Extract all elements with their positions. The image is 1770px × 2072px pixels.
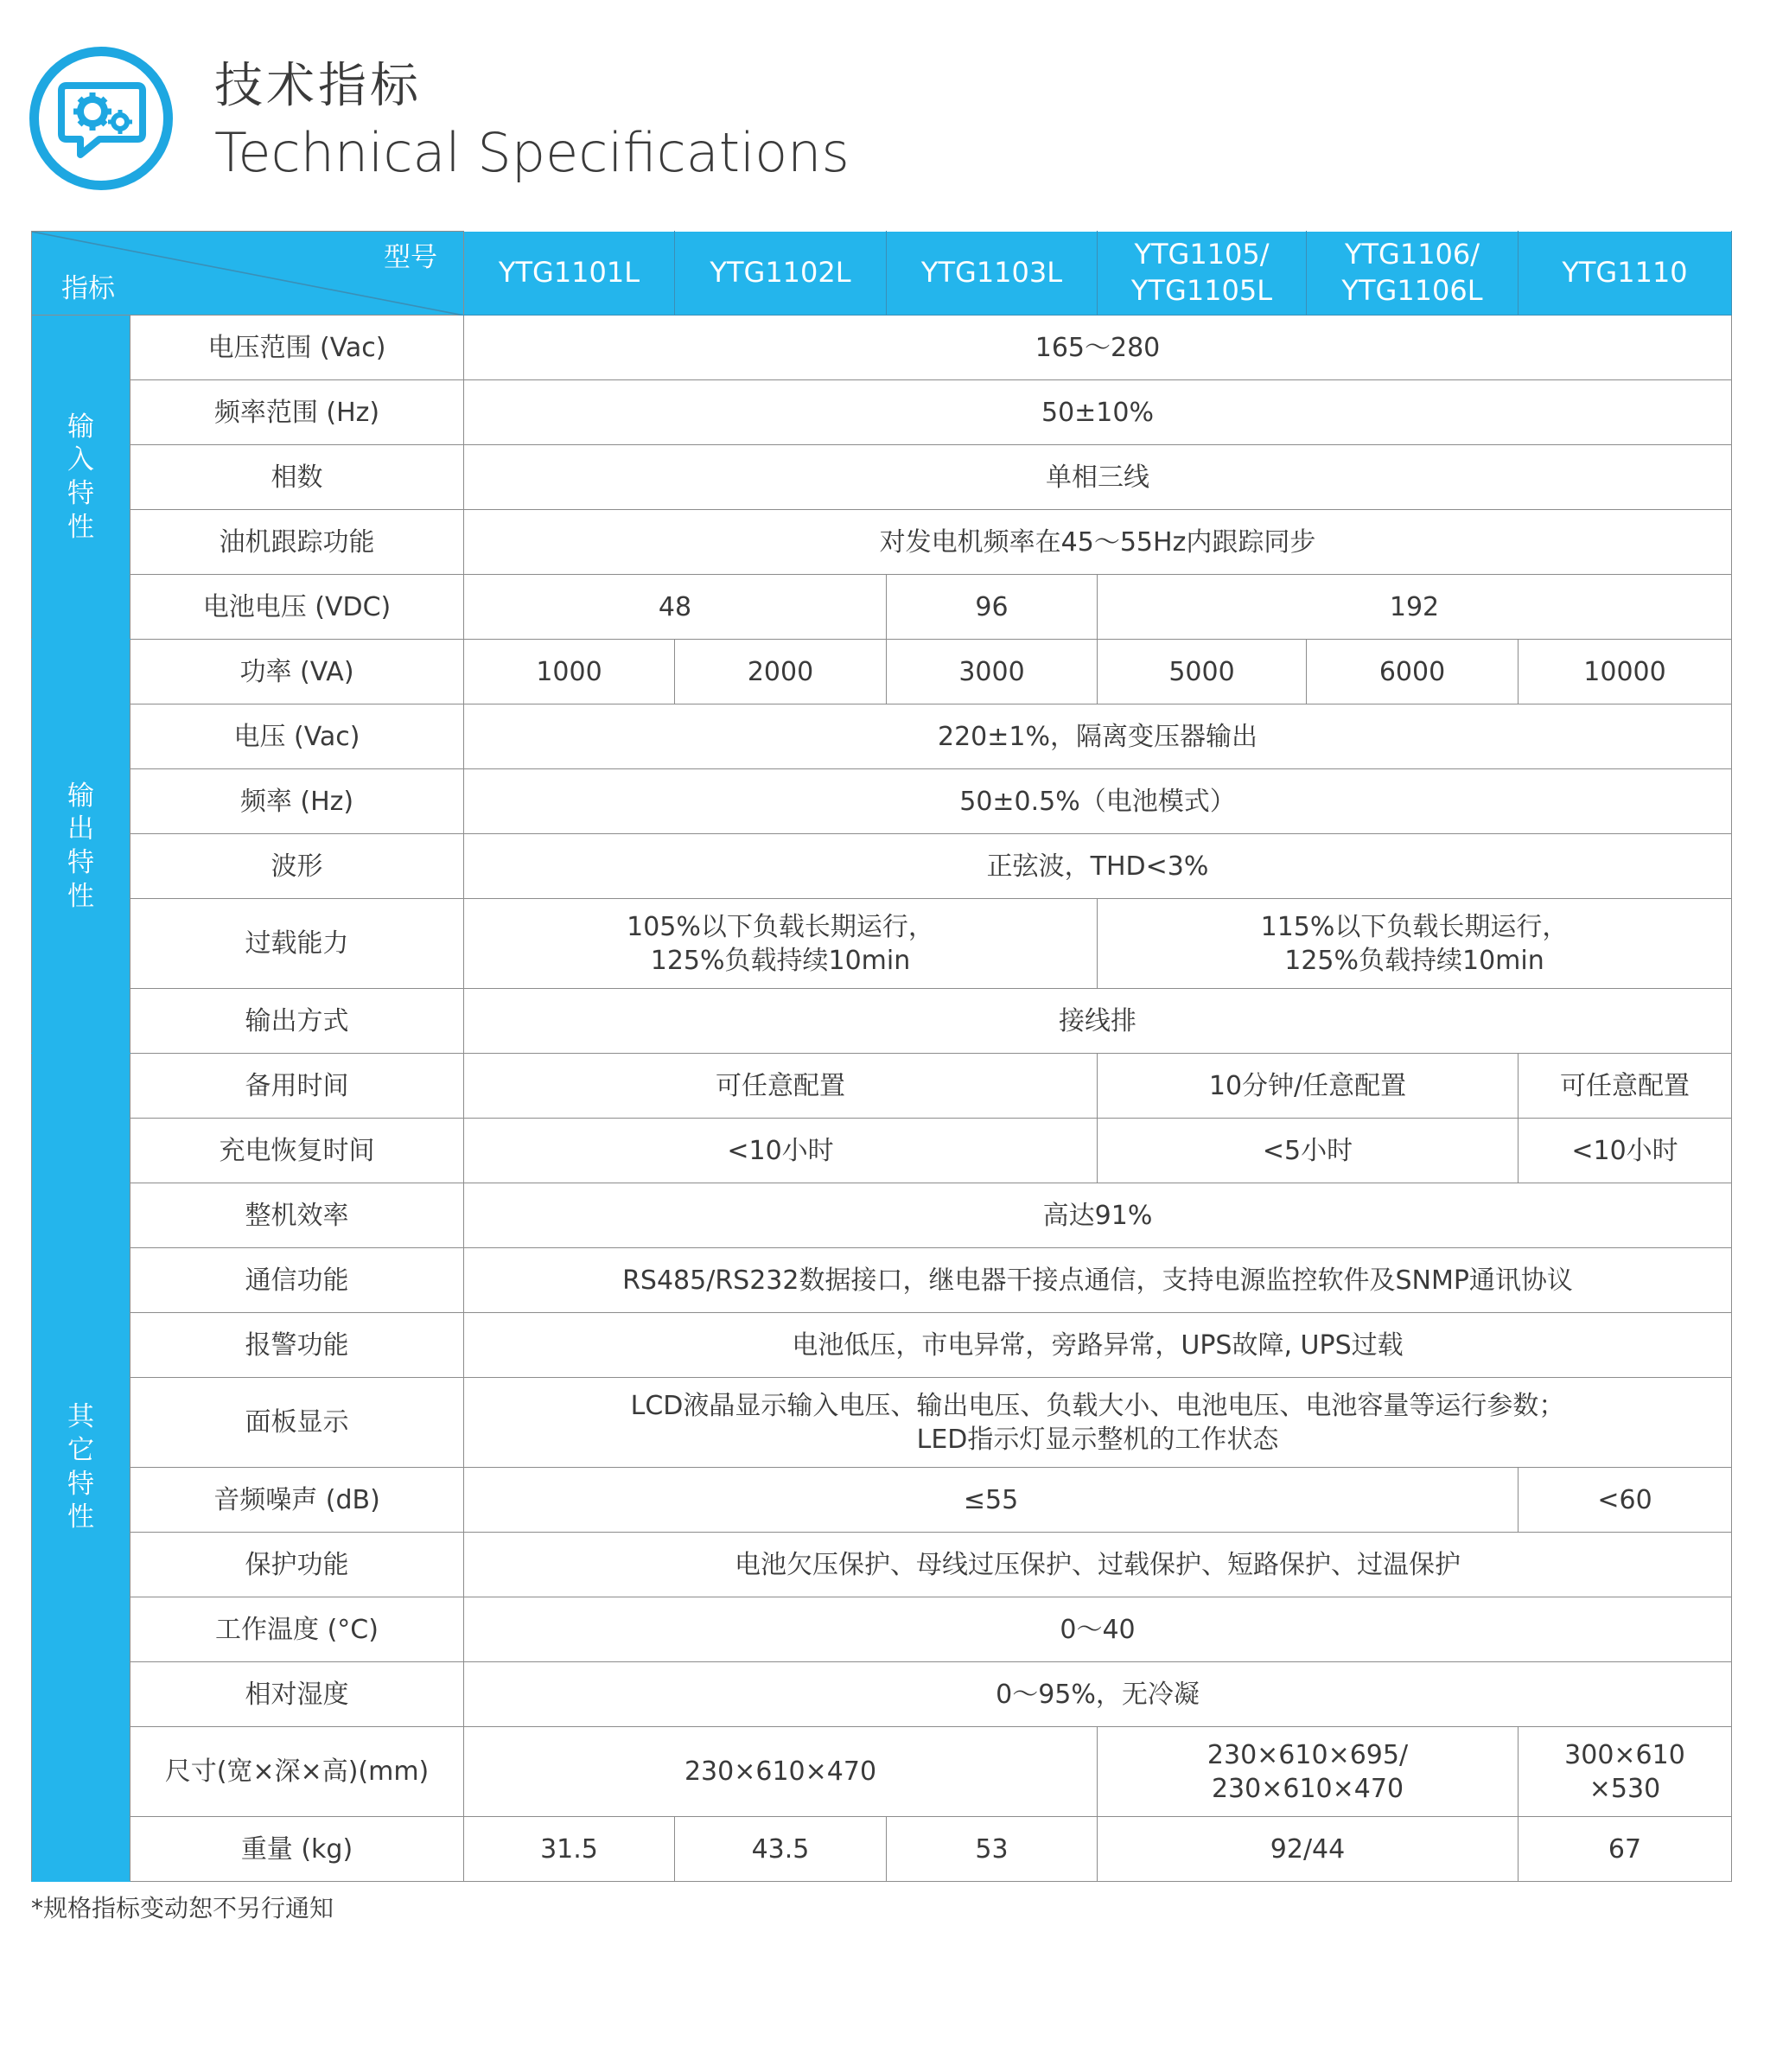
model-header: YTG1101L: [464, 232, 675, 316]
row-value: <5小时: [1098, 1119, 1519, 1183]
table-row: [32, 704, 1732, 769]
table-row: [32, 575, 1732, 640]
row-value: 10分钟/任意配置: [1098, 1054, 1519, 1119]
table-row: [32, 834, 1732, 899]
table-header-row: [32, 232, 1732, 316]
row-value: RS485/RS232数据接口，继电器干接点通信，支持电源监控软件及SNMP通讯协议: [464, 1248, 1732, 1313]
table-row: [32, 1054, 1732, 1119]
row-label: 频率范围 (Hz): [131, 380, 464, 445]
row-label: 工作温度 (°C): [131, 1597, 464, 1662]
row-label: 保护功能: [131, 1533, 464, 1597]
row-value: 92/44: [1098, 1817, 1519, 1882]
row-label: 电压范围 (Vac): [131, 316, 464, 380]
row-label: 音频噪声 (dB): [131, 1468, 464, 1533]
table-row: [32, 510, 1732, 575]
row-value: 192: [1098, 575, 1732, 640]
model-header: YTG1110: [1519, 232, 1732, 316]
corner-spec-label: 指标: [61, 272, 115, 304]
row-value: 67: [1519, 1817, 1732, 1882]
row-label: 报警功能: [131, 1313, 464, 1378]
row-value: 300×610 ×530: [1519, 1727, 1732, 1817]
table-row: [32, 316, 1732, 380]
table-row: [32, 1183, 1732, 1248]
table-row: [32, 899, 1732, 989]
corner-cell: [32, 232, 464, 316]
row-label: 尺寸(宽×深×高)(mm): [131, 1727, 464, 1817]
table-row: [32, 1248, 1732, 1313]
table-row: [32, 1119, 1732, 1183]
row-value: 43.5: [675, 1817, 887, 1882]
row-label: 整机效率: [131, 1183, 464, 1248]
row-value: 正弦波，THD<3%: [464, 834, 1732, 899]
row-label: 充电恢复时间: [131, 1119, 464, 1183]
row-value: 53: [887, 1817, 1098, 1882]
row-value: 230×610×470: [464, 1727, 1098, 1817]
row-value: <60: [1519, 1468, 1732, 1533]
row-label: 电压 (Vac): [131, 704, 464, 769]
spec-table: [31, 231, 1732, 1882]
row-value: 50±0.5%（电池模式）: [464, 769, 1732, 834]
row-label: 相数: [131, 445, 464, 510]
table-row: [32, 1662, 1732, 1727]
corner-model-label: 型号: [384, 242, 437, 273]
footnote: *规格指标变动恕不另行通知: [31, 1894, 334, 1922]
page-subtitle: Technical Specifications: [214, 121, 850, 184]
model-header: YTG1106/ YTG1106L: [1307, 232, 1519, 316]
row-label: 过载能力: [131, 899, 464, 989]
row-value: 可任意配置: [464, 1054, 1098, 1119]
model-header: YTG1103L: [887, 232, 1098, 316]
row-value: 0～40: [464, 1597, 1732, 1662]
table-row: [32, 1597, 1732, 1662]
table-row: [32, 1533, 1732, 1597]
model-header: YTG1102L: [675, 232, 887, 316]
row-value: 10000: [1519, 640, 1732, 704]
row-value: 2000: [675, 640, 887, 704]
table-row: [32, 989, 1732, 1054]
row-label: 油机跟踪功能: [131, 510, 464, 575]
row-value: <10小时: [1519, 1119, 1732, 1183]
row-value: 接线排: [464, 989, 1732, 1054]
row-label: 波形: [131, 834, 464, 899]
row-label: 功率 (VA): [131, 640, 464, 704]
row-value: 对发电机频率在45～55Hz内跟踪同步: [464, 510, 1732, 575]
table-row: [32, 769, 1732, 834]
row-value: ≤55: [464, 1468, 1519, 1533]
row-value: 0～95%，无冷凝: [464, 1662, 1732, 1727]
row-value: 1000: [464, 640, 675, 704]
row-label: 相对湿度: [131, 1662, 464, 1727]
table-row: [32, 1727, 1732, 1817]
category-output: 输出特性: [32, 640, 131, 1054]
table-row: [32, 1378, 1732, 1468]
category-input: 输入特性: [32, 316, 131, 640]
page-header: [0, 0, 1770, 216]
category-other: 其它特性: [32, 1054, 131, 1882]
row-value: 220±1%，隔离变压器输出: [464, 704, 1732, 769]
row-label: 重量 (kg): [131, 1817, 464, 1882]
row-value: 31.5: [464, 1817, 675, 1882]
model-header: YTG1105/ YTG1105L: [1098, 232, 1307, 316]
table-row: [32, 1313, 1732, 1378]
gears-chat-icon: [29, 47, 173, 190]
row-value: 单相三线: [464, 445, 1732, 510]
row-value: 电池欠压保护、母线过压保护、过载保护、短路保护、过温保护: [464, 1533, 1732, 1597]
table-row: [32, 1468, 1732, 1533]
row-value: 105%以下负载长期运行， 125%负载持续10min: [464, 899, 1098, 989]
table-row: [32, 1817, 1732, 1882]
row-value: <10小时: [464, 1119, 1098, 1183]
table-row: [32, 640, 1732, 704]
row-label: 频率 (Hz): [131, 769, 464, 834]
row-label: 通信功能: [131, 1248, 464, 1313]
row-value: 96: [887, 575, 1098, 640]
row-label: 面板显示: [131, 1378, 464, 1468]
row-label: 输出方式: [131, 989, 464, 1054]
row-value: 115%以下负载长期运行， 125%负载持续10min: [1098, 899, 1732, 989]
row-value: 可任意配置: [1519, 1054, 1732, 1119]
row-value: 高达91%: [464, 1183, 1732, 1248]
row-value: 230×610×695/ 230×610×470: [1098, 1727, 1519, 1817]
row-value: 6000: [1307, 640, 1519, 704]
row-value: 48: [464, 575, 887, 640]
row-label: 电池电压 (VDC): [131, 575, 464, 640]
row-value: 165～280: [464, 316, 1732, 380]
row-value: LCD液晶显示输入电压、输出电压、负载大小、电池电压、电池容量等运行参数； LED指示灯显示整机的工作状态: [464, 1378, 1732, 1468]
page-title: 技术指标: [214, 58, 422, 114]
row-value: 电池低压，市电异常，旁路异常，UPS故障, UPS过载: [464, 1313, 1732, 1378]
row-value: 50±10%: [464, 380, 1732, 445]
row-value: 5000: [1098, 640, 1307, 704]
table-row: [32, 445, 1732, 510]
row-value: 3000: [887, 640, 1098, 704]
table-row: [32, 380, 1732, 445]
row-label: 备用时间: [131, 1054, 464, 1119]
